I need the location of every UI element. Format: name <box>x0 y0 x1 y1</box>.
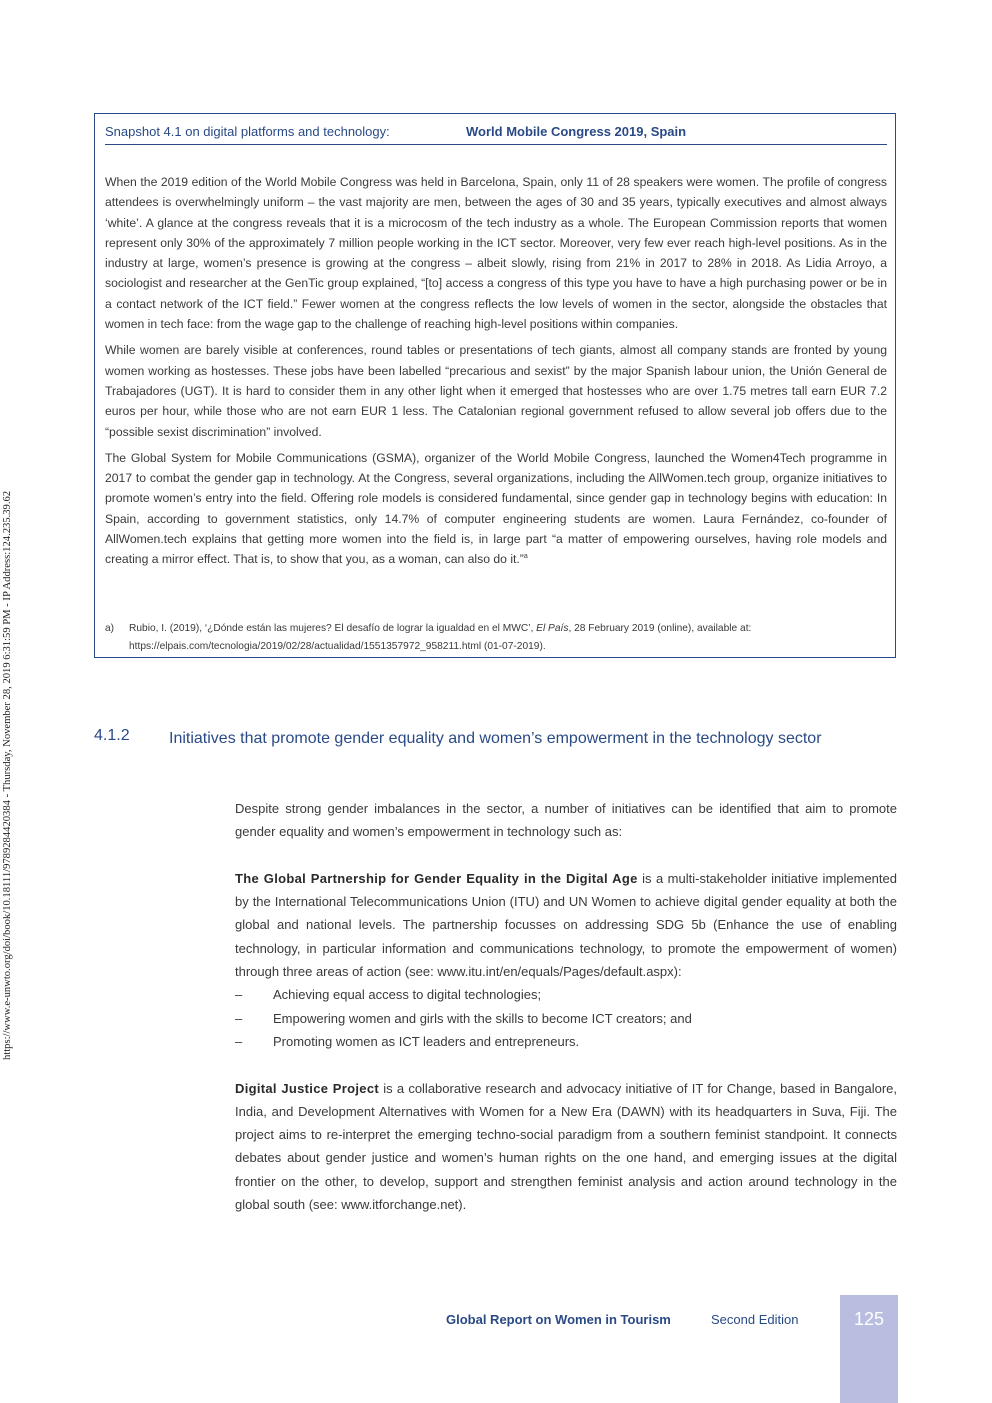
footnote-citation: Rubio, I. (2019), ‘¿Dónde están las mujeres? El desafío de lograr la igualdad en el MWC’, <box>129 623 537 634</box>
footnote <box>105 620 887 656</box>
snapshot-box <box>94 113 896 658</box>
snapshot-body <box>105 172 887 576</box>
snapshot-paragraph-3-text: The Global System for Mobile Communications (GSMA), organizer of the World Mobile Congress, launched the Women4Tech programme in 2017 to combat the gender gap in technology. At the Congress, several organizations, including the AllWomen.tech group, organize initiatives to promote women’s entry into the field. Offering role models is considered fundamental, since gender gap in technology begins with education: In Spain, according to government statistics, only 14.7% of computer engineering students are women. Laura Fernández, co-founder of AllWomen.tech explains that getting more women into the field is, in large part “a matter of empowering ourselves, having role models and creating a mirror effect. That is, to show that you, as a woman, can also do it.” <box>105 450 887 567</box>
global-partnership-text: is a multi-stakeholder initiative implemented by the International Telecommunications Union (ITU) and UN Women to achieve digital gender equality at both the global and national levels. The partnership focusses on addressing SDG 5b (Enhance the use of enabling technology, in particular information and communications technology, to promote the empowerment of women) through three areas of action (see: www.itu.int/en/equals/Pages/default.aspx): <box>235 870 897 980</box>
list-item <box>235 1030 897 1053</box>
page-number-box <box>840 1295 898 1403</box>
global-partnership-paragraph <box>235 867 897 983</box>
footnote-text <box>129 620 887 656</box>
digital-justice-heading: Digital Justice Project <box>235 1080 379 1096</box>
snapshot-label: Snapshot 4.1 on digital platforms and technology: <box>105 124 390 139</box>
snapshot-header <box>105 124 887 145</box>
side-url-text: https://www.e-unwto.org/doi/book/10.18111/9789284420384 - Thursday, November 28, 2019 6:31:59 PM - IP Address:124.235.39.62 <box>2 490 13 1060</box>
footnote-reference: a <box>523 553 528 561</box>
list-item <box>235 983 897 1006</box>
snapshot-paragraph-2: While women are barely visible at conferences, round tables or presentations of tech giants, almost all company stands are fronted by young women working as hostesses. These jobs have been labelled “precarious and sexist” by the major Spanish labour union, the Unión General de Trabajadores (UGT). It is hard to consider them in any other light when it emerged that hostesses who are over 1.75 metres tall earn EUR 7.2 euros per hour, while those who are not earn EUR 1 less. The Catalonian regional government refused to allow several job offers due to the “possible sexist discrimination” involved. <box>105 343 887 439</box>
footnote-mark: a) <box>105 623 115 634</box>
footer-report-title: Global Report on Women in Tourism <box>446 1312 671 1327</box>
digital-justice-text: is a collaborative research and advocacy initiative of IT for Change, based in Bangalore, India, and Development Alternatives with Women for a New Era (DAWN) with its headquarters in Suva, Fiji. The project aims to re-interpret the emerging techno-social paradigm from a southern feminist standpoint. It connects debates about gender justice and women’s human rights on the one hand, and emerging issues at the digital frontier on the other, to develop, support and strengthen feminist analysis and action around technology in the global south (see: www.itforchange.net). <box>235 1080 897 1213</box>
digital-justice-paragraph <box>235 1077 897 1217</box>
footnote-source: El País <box>536 623 569 634</box>
action-areas-list <box>235 983 897 1053</box>
page-number: 125 <box>853 1309 885 1329</box>
footer-edition: Second Edition <box>711 1312 799 1327</box>
section-number: 4.1.2 <box>94 727 130 744</box>
list-dash: – <box>235 1010 243 1026</box>
snapshot-title: World Mobile Congress 2019, Spain <box>466 124 687 139</box>
list-dash: – <box>235 987 243 1003</box>
list-item <box>235 1007 897 1030</box>
main-text <box>235 797 897 1216</box>
list-dash: – <box>235 1033 243 1049</box>
footnote-url: https://elpais.com/tecnologia/2019/02/28/actualidad/1551357972_958211.html (01-07-2019). <box>129 641 546 652</box>
snapshot-paragraph-1: When the 2019 edition of the World Mobile Congress was held in Barcelona, Spain, only 11 of 28 speakers were women. The profile of congress attendees is overwhelmingly uniform – the vast majority are men, between the ages of 30 and 35 years, typically executives and almost always ‘white’. A glance at the congress reveals that it is a microcosm of the tech industry as a whole. The European Commission reports that women represent only 30% of the approximately 7 million people working in the ICT sector. Moreover, very few ever reach high-level positions. As in the industry at large, women’s presence is growing at the congress – albeit slowly, rising from 21% in 2017 to 28% in 2018. As Lidia Arroyo, a sociologist and researcher at the GenTic group explained, “[to] access a congress of this type you have to have a high purchasing power or be in a contact network of the ICT field.” Fewer women at the congress reflects the low levels of women in the sector, alongside the obstacles that women in tech face: from the wage gap to the challenge of reaching high-level positions within companies. <box>105 175 887 332</box>
global-partnership-heading: The Global Partnership for Gender Equality in the Digital Age <box>235 870 638 886</box>
section-title: Initiatives that promote gender equality and women’s empowerment in the technology sector <box>169 730 822 747</box>
list-item-text: Empowering women and girls with the skills to become ICT creators; and <box>273 1010 692 1026</box>
footnote-citation-end: , 28 February 2019 (online), available at: <box>568 623 752 634</box>
intro-paragraph: Despite strong gender imbalances in the sector, a number of initiatives can be identified that aim to promote gender equality and women’s empowerment in technology such as: <box>235 801 897 840</box>
list-item-text: Achieving equal access to digital technologies; <box>273 987 542 1003</box>
side-access-url <box>0 340 20 1060</box>
list-item-text: Promoting women as ICT leaders and entrepreneurs. <box>273 1033 580 1049</box>
snapshot-paragraph-3 <box>105 448 887 570</box>
